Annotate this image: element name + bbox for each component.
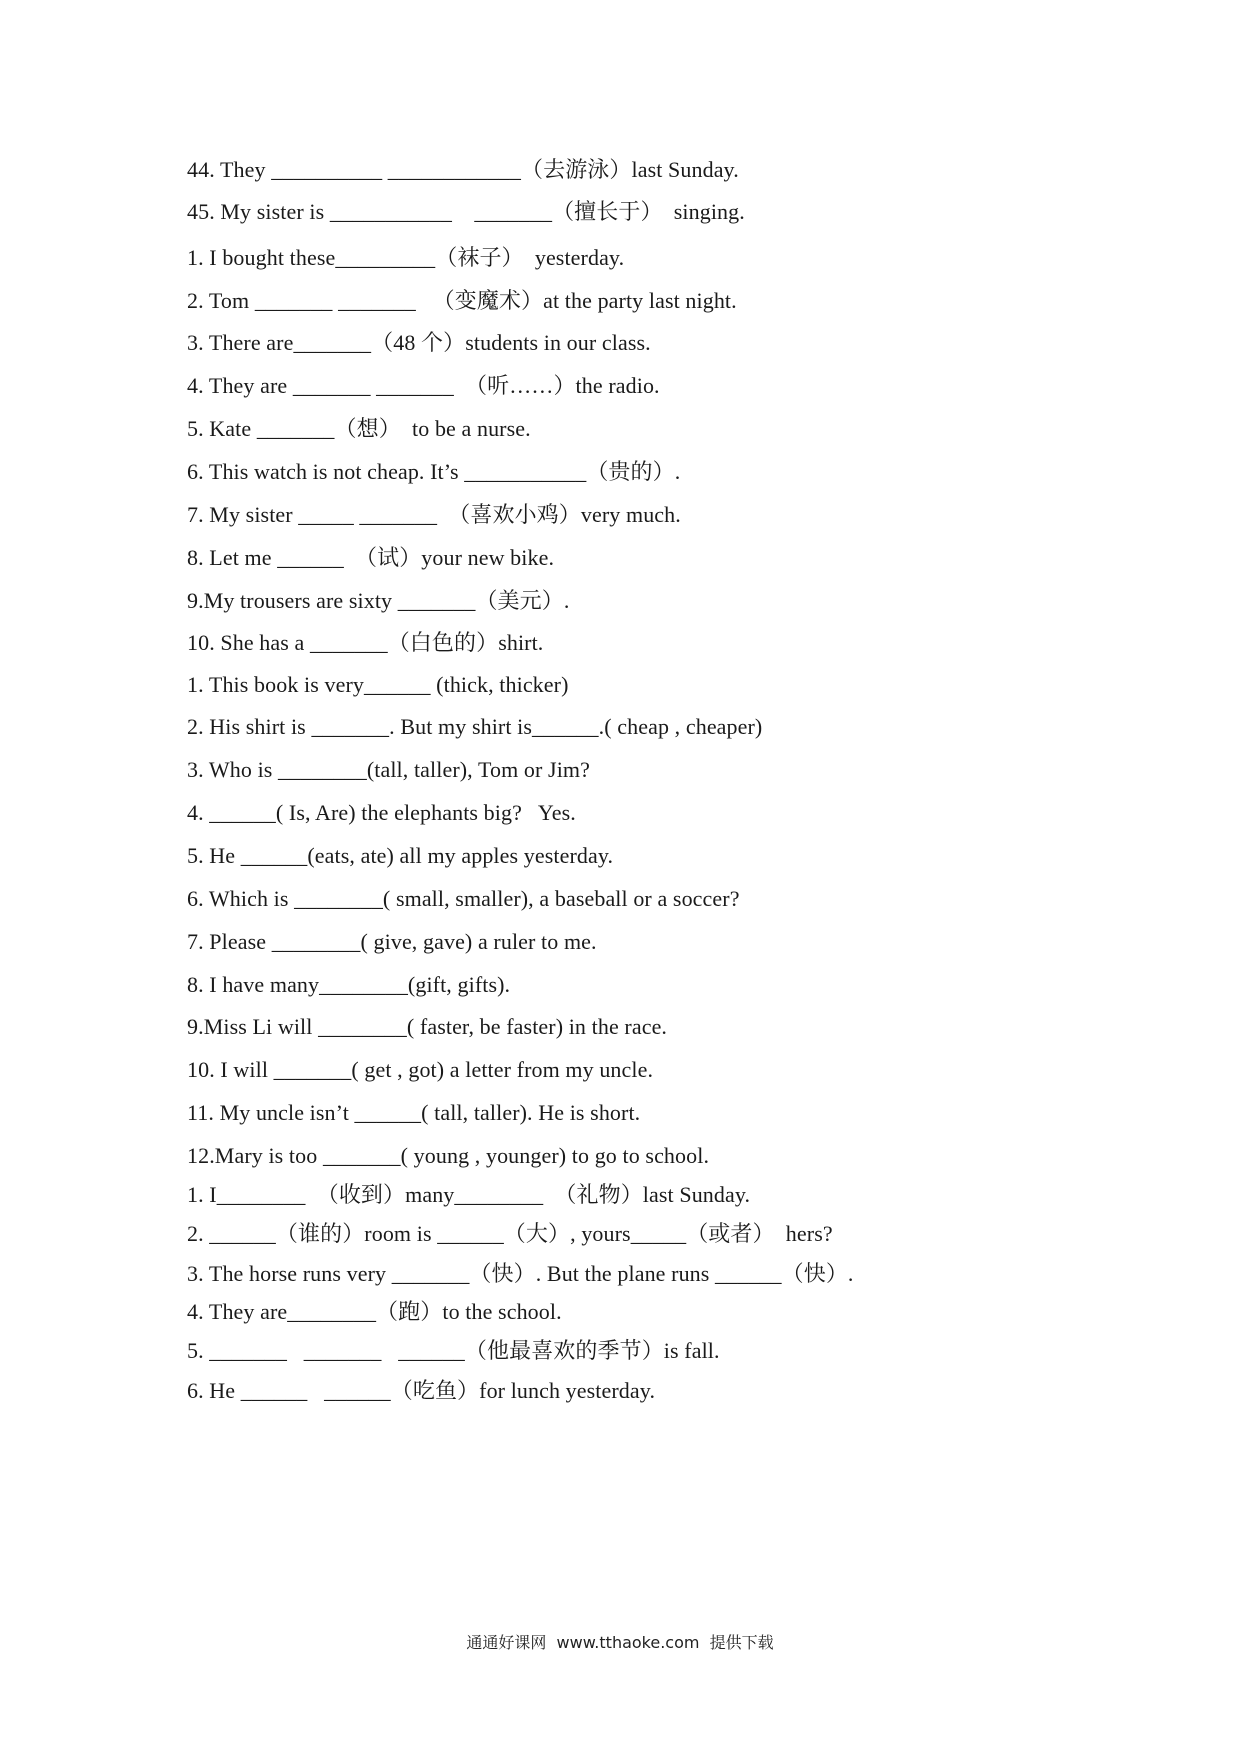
exercise-line: 3. There are_______（48 个）students in our class.: [187, 330, 651, 355]
exercise-line: 5. Kate _______（想） to be a nurse.: [187, 416, 531, 441]
exercise-line: 3. The horse runs very _______（快）. But the plane runs ______（快）.: [187, 1261, 854, 1286]
exercise-line: 6. This watch is not cheap. It’s ___________（贵的）.: [187, 459, 681, 484]
exercise-line: 12.Mary is too _______( young , younger) to go to school.: [187, 1143, 710, 1168]
exercise-line: 11. My uncle isn’t ______( tall, taller). He is short.: [187, 1100, 641, 1125]
exercise-line: 2. His shirt is _______. But my shirt is______.( cheap , cheaper): [187, 714, 763, 739]
exercise-line: 6. He ______ ______（吃鱼）for lunch yesterday.: [187, 1378, 656, 1403]
exercise-line: 44. They __________ ____________（去游泳）last Sunday.: [187, 157, 739, 182]
exercise-line: 7. Please ________( give, gave) a ruler to me.: [187, 929, 597, 954]
exercise-line: 7. My sister _____ _______ （喜欢小鸡）very much.: [187, 502, 681, 527]
exercise-line: 6. Which is ________( small, smaller), a baseball or a soccer?: [187, 886, 740, 911]
exercise-line: 2. ______（谁的）room is ______（大）, yours_____（或者） hers?: [187, 1221, 833, 1246]
exercise-line: 9.My trousers are sixty _______（美元）.: [187, 588, 570, 613]
exercise-line: 5. _______ _______ ______（他最喜欢的季节）is fall.: [187, 1338, 720, 1363]
exercise-line: 1. I bought these_________（袜子） yesterday.: [187, 245, 625, 270]
footer-credit: 通通好课网 www.tthaoke.com 提供下载: [466, 1633, 774, 1652]
exercise-line: 4. They are _______ _______ （听……）the radio.: [187, 373, 660, 398]
exercise-line: 5. He ______(eats, ate) all my apples yesterday.: [187, 843, 614, 868]
exercise-line: 8. Let me ______ （试）your new bike.: [187, 545, 555, 570]
exercise-line: 1. I________ （收到）many________ （礼物）last Sunday.: [187, 1182, 751, 1207]
exercise-line: 8. I have many________(gift, gifts).: [187, 972, 511, 997]
exercise-line: 10. I will _______( get , got) a letter from my uncle.: [187, 1057, 654, 1082]
exercise-line: 4. ______( Is, Are) the elephants big? Yes.: [187, 800, 576, 825]
exercise-line: 9.Miss Li will ________( faster, be faster) in the race.: [187, 1014, 668, 1039]
exercise-line: 1. This book is very______ (thick, thicker): [187, 672, 569, 697]
exercise-line: 2. Tom _______ _______ （变魔术）at the party last night.: [187, 288, 737, 313]
exercise-line: 45. My sister is ___________ _______（擅长于） singing.: [187, 199, 745, 224]
exercise-line: 4. They are________（跑）to the school.: [187, 1299, 562, 1324]
exercise-line: 10. She has a _______（白色的）shirt.: [187, 630, 544, 655]
exercise-line: 3. Who is ________(tall, taller), Tom or Jim?: [187, 757, 590, 782]
